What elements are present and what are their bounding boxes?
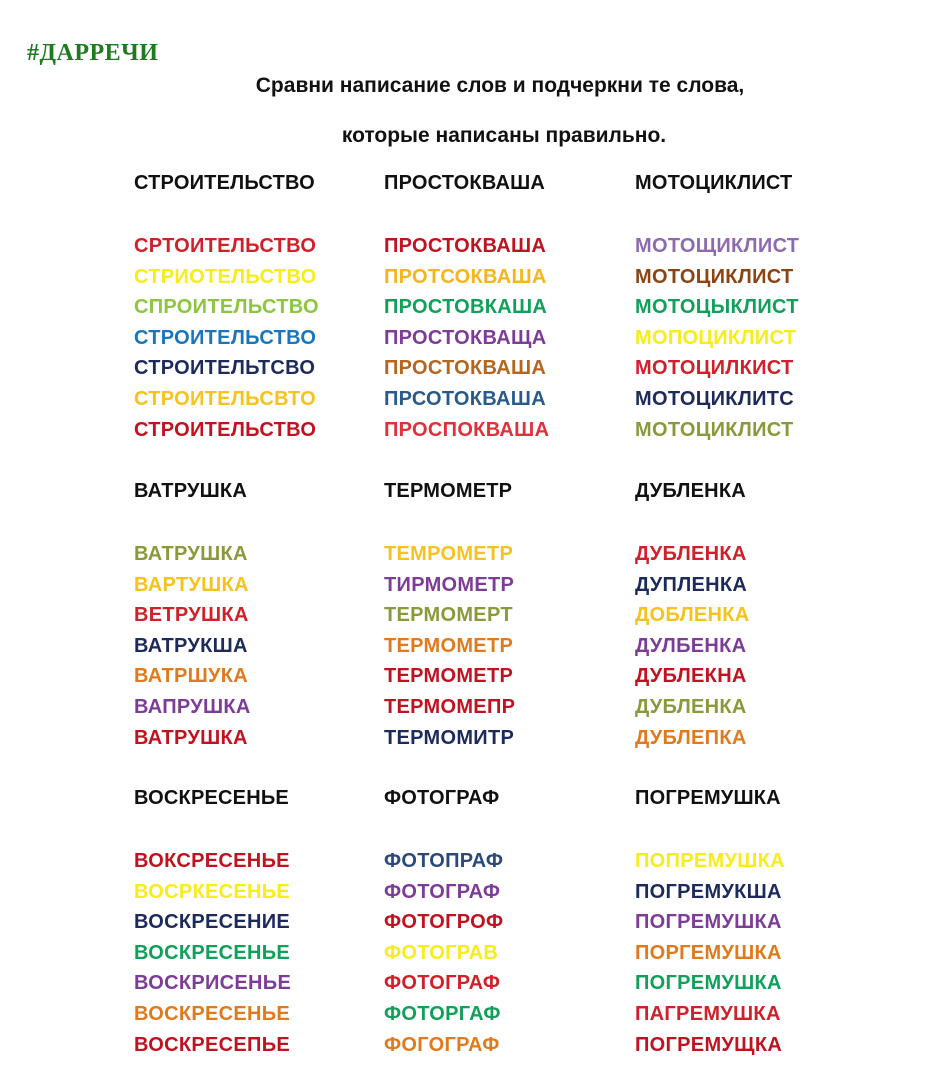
- word-variant[interactable]: МОТОЦИКЛИТС: [635, 388, 795, 410]
- reference-word: ТЕРМОМЕТР: [384, 480, 513, 502]
- word-variant[interactable]: ТЕРМОМИТР: [384, 726, 515, 749]
- word-variant[interactable]: СРТОИТЕЛЬСТВО: [134, 235, 317, 257]
- word-variant[interactable]: МОТОЦЫКЛИСТ: [635, 296, 799, 319]
- reference-word: ПРОСТОКВАША: [384, 172, 546, 194]
- word-variant[interactable]: ПОРГЕМУШКА: [635, 941, 782, 964]
- word-variant[interactable]: СТРОИТЕЛЬСВТО: [134, 388, 316, 410]
- word-variant[interactable]: ВОСКРЕСЕНЬЕ: [134, 941, 291, 964]
- reference-word: СТРОИТЕЛЬСТВО: [134, 172, 315, 194]
- word-variant[interactable]: ВАТРУШКА: [134, 543, 248, 565]
- word-variant[interactable]: ДУБЛЕНКА: [635, 696, 747, 718]
- word-variant[interactable]: ПОГРЕМУШКА: [635, 972, 782, 995]
- word-variant[interactable]: ТЕМРОМЕТР: [384, 543, 514, 565]
- word-variant[interactable]: СПРОИТЕЛЬСТВО: [134, 296, 319, 319]
- word-variant[interactable]: СТРОИТЕЛЬСТВО: [134, 326, 317, 349]
- word-variant[interactable]: ПРОСПОКВАША: [384, 418, 550, 441]
- reference-word: ПОГРЕМУШКА: [635, 787, 781, 809]
- word-variant[interactable]: ДУБЛЕНКА: [635, 543, 747, 565]
- word-variant[interactable]: ПОГРЕМУШКА: [635, 911, 782, 934]
- word-variant[interactable]: ВОСКРЕСЕНЬЕ: [134, 1003, 291, 1025]
- word-variant[interactable]: ВАПРУШКА: [134, 696, 251, 718]
- reference-word: ВАТРУШКА: [134, 480, 247, 502]
- reference-word: МОТОЦИКЛИСТ: [635, 172, 793, 194]
- word-variant[interactable]: ДОБЛЕНКА: [635, 604, 750, 627]
- word-variant[interactable]: ДУЛБЕНКА: [635, 634, 747, 657]
- word-variant[interactable]: ТЕРМОМЕТР: [384, 634, 514, 657]
- instruction-line-1: Сравни написание слов и подчеркни те слова,: [255, 74, 745, 97]
- word-variant[interactable]: МОПОЦИКЛИСТ: [635, 326, 797, 349]
- word-variant[interactable]: ПРОСТОКВАША: [384, 357, 547, 380]
- word-variant[interactable]: ВАТРУШКА: [134, 726, 248, 749]
- reference-word: ВОСКРЕСЕНЬЕ: [134, 787, 289, 809]
- word-variant[interactable]: ФОТОГРОФ: [384, 911, 504, 934]
- word-variant[interactable]: ПРОТСОКВАША: [384, 265, 547, 288]
- word-variant[interactable]: МОТОЦИКЛИСТ: [635, 265, 794, 288]
- word-variant[interactable]: МОТОЩИКЛИСТ: [635, 235, 800, 257]
- word-variant[interactable]: ПРОСТОВКАША: [384, 296, 548, 319]
- word-variant[interactable]: ФОТОГРАФ: [384, 880, 501, 903]
- word-variant[interactable]: ПОГРЕМУКША: [635, 880, 782, 903]
- reference-word: ФОТОГРАФ: [384, 787, 500, 809]
- word-variant[interactable]: ПРОСТОКВАША: [384, 235, 547, 257]
- word-variant[interactable]: ФОТОРГАФ: [384, 1003, 501, 1025]
- word-variant[interactable]: ВАТРУКША: [134, 634, 248, 657]
- hashtag-title: #ДАРРЕЧИ: [27, 40, 159, 66]
- word-variant[interactable]: ПАГРЕМУШКА: [635, 1003, 781, 1025]
- word-variant[interactable]: ВОСКРЕСЕНИЕ: [134, 911, 291, 934]
- word-variant[interactable]: ТЕРМОМЕТР: [384, 665, 514, 688]
- word-variant[interactable]: ФОГОГРАФ: [384, 1033, 500, 1056]
- reference-word: ДУБЛЕНКА: [635, 480, 746, 502]
- word-variant[interactable]: ВАРТУШКА: [134, 573, 249, 596]
- word-variant[interactable]: ДУПЛЕНКА: [635, 573, 748, 596]
- word-variant[interactable]: ДУБЛЕКНА: [635, 665, 747, 688]
- word-variant[interactable]: ФОТОГРАФ: [384, 972, 501, 995]
- word-variant[interactable]: ТЕРМОМЕРТ: [384, 604, 513, 627]
- word-variant[interactable]: СТРОИТЕЛЬТСВО: [134, 357, 316, 380]
- word-variant[interactable]: ВОКСРЕСЕНЬЕ: [134, 850, 290, 872]
- word-variant[interactable]: ВОСРКЕСЕНЬЕ: [134, 880, 291, 903]
- word-variant[interactable]: ДУБЛЕПКА: [635, 726, 747, 749]
- word-variant[interactable]: ТЕРМОМЕПР: [384, 696, 516, 718]
- word-variant[interactable]: ВАТРШУКА: [134, 665, 249, 688]
- word-variant[interactable]: МОТОЦИКЛИСТ: [635, 418, 794, 441]
- word-variant[interactable]: СТРОИТЕЛЬСТВО: [134, 418, 317, 441]
- word-variant[interactable]: ФОТОГРАВ: [384, 941, 499, 964]
- instruction-line-2: которые написаны правильно.: [341, 124, 667, 147]
- word-variant[interactable]: ВОСКРЕСЕПЬЕ: [134, 1033, 291, 1056]
- word-variant[interactable]: ТИРМОМЕТР: [384, 573, 515, 596]
- word-variant[interactable]: ПОПРЕМУШКА: [635, 850, 785, 872]
- word-variant[interactable]: СТРИОТЕЛЬСТВО: [134, 265, 317, 288]
- word-variant[interactable]: ВОСКРИСЕНЬЕ: [134, 972, 292, 995]
- word-variant[interactable]: ПОГРЕМУЩКА: [635, 1033, 783, 1056]
- word-variant[interactable]: ПРСОТОКВАША: [384, 388, 546, 410]
- word-variant[interactable]: ПРОСТОКВАЩА: [384, 326, 547, 349]
- word-variant[interactable]: МОТОЦИЛКИСТ: [635, 357, 794, 380]
- word-variant[interactable]: ФОТОПРАФ: [384, 850, 504, 872]
- word-variant[interactable]: ВЕТРУШКА: [134, 604, 249, 627]
